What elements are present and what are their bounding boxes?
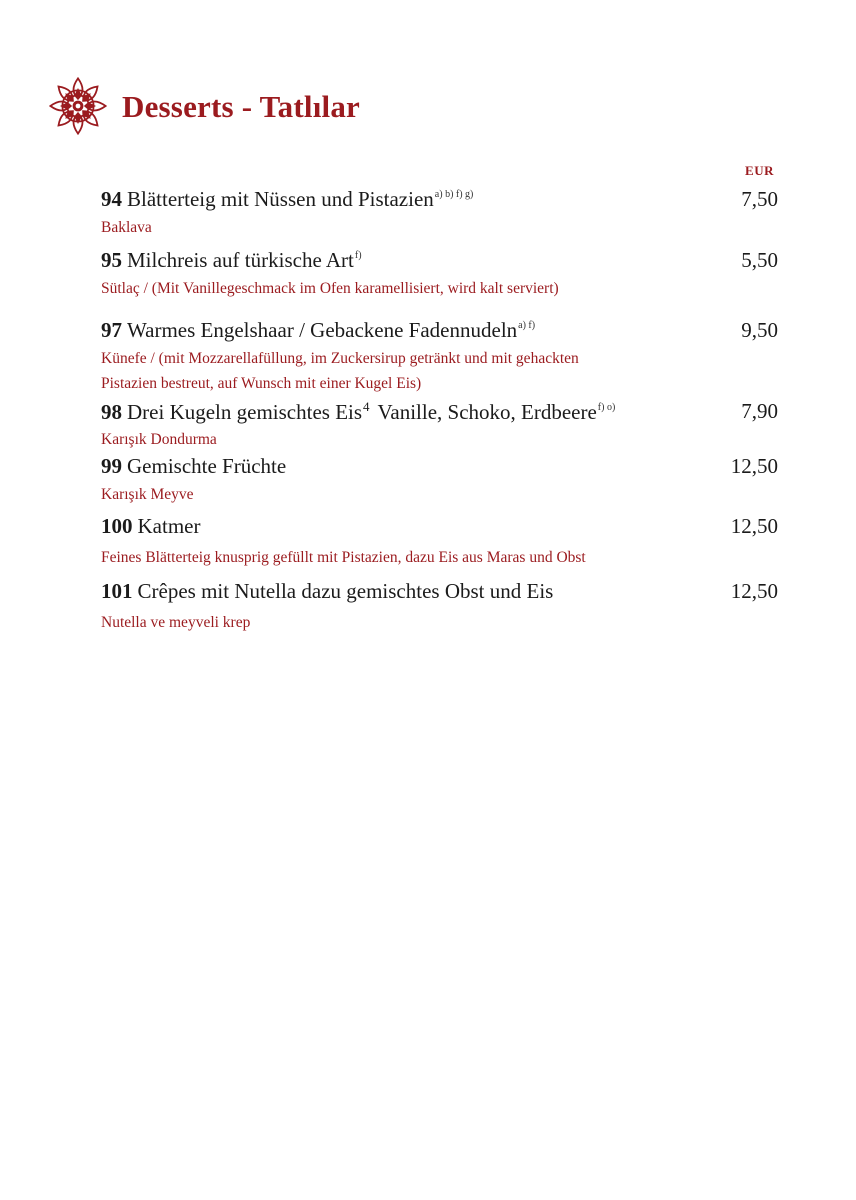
menu-header: [48, 76, 360, 136]
item-name: Blätterteig mit Nüssen und Pistazien: [127, 187, 434, 211]
menu-item: [101, 399, 781, 452]
item-number: 100: [101, 514, 133, 538]
item-name: Milchreis auf türkische Art: [127, 248, 354, 272]
superscript-marker: 4: [363, 399, 370, 414]
menu-item: [101, 248, 781, 301]
item-description: Künefe / (mit Mozzarellafüllung, im Zuckersirup getränkt und mit gehackten: [101, 350, 579, 367]
item-description: Pistazien bestreut, auf Wunsch mit einer Kugel Eis): [101, 375, 422, 392]
item-price: 12,50: [730, 579, 778, 603]
item-price: 7,90: [741, 399, 778, 423]
allergen-codes: f): [354, 250, 362, 261]
menu-item: [101, 318, 781, 396]
item-description: Sütlaç / (Mit Vanillegeschmack im Ofen karamellisiert, wird kalt serviert): [101, 280, 559, 297]
allergen-codes: a) f): [518, 320, 536, 331]
item-name: Gemischte Früchte: [127, 454, 287, 478]
item-number: 97: [101, 318, 122, 342]
menu-item: [101, 579, 781, 635]
allergen-codes: f) o): [597, 402, 616, 413]
item-description: Karışık Dondurma: [101, 431, 217, 448]
item-number: 101: [101, 579, 133, 603]
currency-label: EUR: [745, 163, 774, 178]
item-name: Crêpes mit Nutella dazu gemischtes Obst und Eis: [137, 579, 554, 603]
item-number: 95: [101, 248, 122, 272]
item-number: 94: [101, 187, 122, 211]
menu-item: [101, 514, 781, 570]
item-description: Feines Blätterteig knusprig gefüllt mit Pistazien, dazu Eis aus Maras und Obst: [101, 549, 586, 566]
item-price: 12,50: [730, 454, 778, 478]
item-description: Baklava: [101, 219, 152, 236]
item-price: 12,50: [730, 514, 778, 538]
item-price: 7,50: [741, 187, 778, 211]
item-price: 9,50: [741, 318, 778, 342]
item-name: Warmes Engelshaar / Gebackene Fadennudeln: [127, 318, 518, 342]
item-description: Nutella ve meyveli krep: [101, 614, 251, 631]
ornamental-flower-icon: [48, 76, 108, 136]
item-price: 5,50: [741, 248, 778, 272]
item-name-extra: Vanille, Schoko, Erdbeere: [377, 400, 597, 424]
item-name: Katmer: [137, 514, 201, 538]
item-description: Karışık Meyve: [101, 486, 194, 503]
item-number: 98: [101, 400, 122, 424]
item-number: 99: [101, 454, 122, 478]
item-name: Drei Kugeln gemischtes Eis: [127, 400, 363, 424]
page-title: Desserts - Tatlılar: [122, 89, 360, 124]
menu-item: [101, 187, 781, 240]
menu-item: [101, 454, 781, 507]
allergen-codes: a) b) f) g): [434, 189, 474, 200]
